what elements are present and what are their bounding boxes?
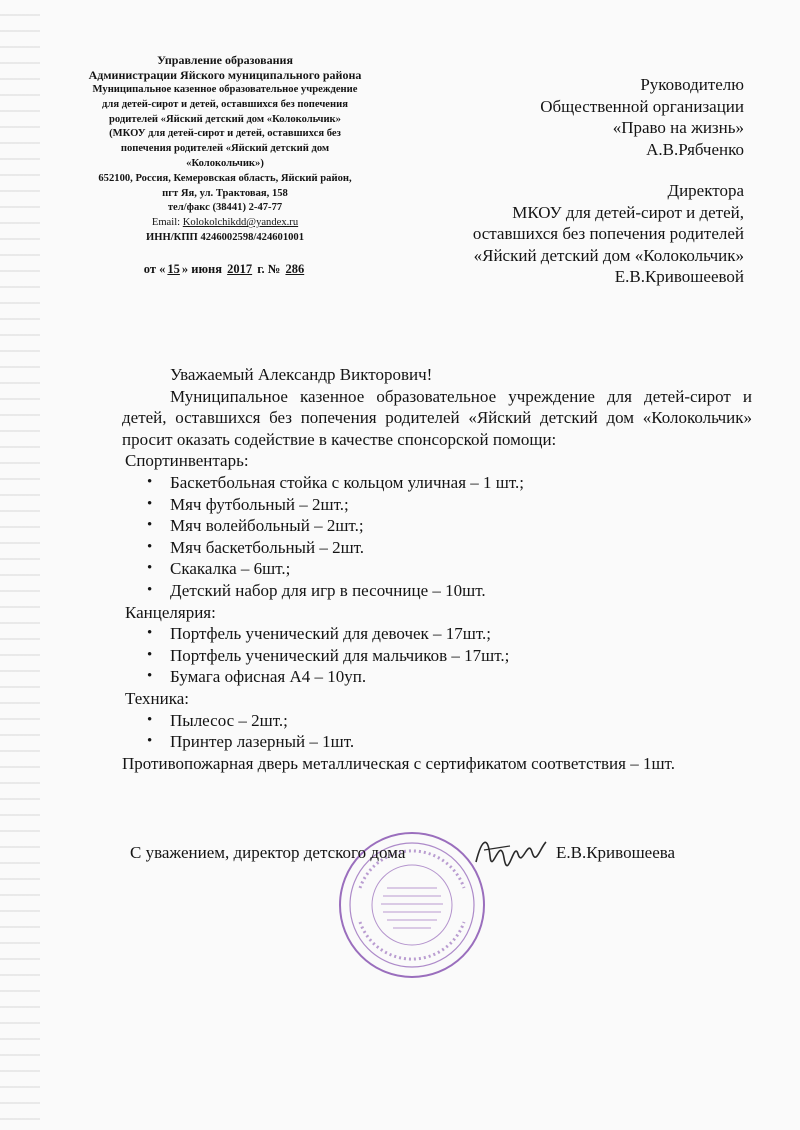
letterhead-email-line: [60, 216, 390, 231]
list-item: • Портфель ученический для девочек – 17шт.;: [142, 623, 752, 645]
list-equipment: [142, 710, 752, 753]
list-stationery: [142, 623, 752, 688]
recipient-2-line-4: «Яйский детский дом «Колокольчик»: [473, 245, 744, 265]
date-day: 15: [167, 261, 180, 276]
letter-body: [122, 364, 752, 774]
recipient-2-line-3: оставшихся без попечения родителей: [472, 224, 744, 243]
letterhead-line-6: (МКОУ для детей-сирот и детей, оставшихся без: [109, 128, 341, 140]
date-no: г. №: [257, 261, 281, 276]
recipient-1-line-4: А.В.Рябченко: [646, 139, 744, 159]
list-item: • Скакалка – 6шт.;: [142, 558, 752, 580]
signatory-name: Е.В.Кривошеева: [556, 843, 676, 862]
list-item: • Принтер лазерный – 1шт.: [142, 731, 752, 753]
fire-door-line: Противопожарная дверь металлическая с сертификатом соответствия – 1шт.: [122, 753, 675, 773]
letterhead-line-2: Администрации Яйского муниципального района: [88, 68, 362, 82]
letterhead-line-5: родителей «Яйский детский дом «Колокольчик»: [109, 113, 341, 125]
recipient-block-1: [540, 74, 744, 160]
scan-edge-noise: [0, 0, 40, 1130]
email-link[interactable]: Kolokolchikdd@yandex.ru: [182, 217, 299, 229]
email-label: Email:: [151, 217, 183, 229]
list-sport: [142, 472, 752, 602]
handwritten-signature: [470, 828, 550, 872]
list-item: • Мяч баскетбольный – 2шт.: [142, 537, 752, 559]
recipient-2-line-5: Е.В.Кривошеевой: [614, 267, 744, 286]
letterhead-line-8: «Колокольчик»): [186, 157, 264, 169]
request-paragraph: Муниципальное казенное образовательное учреждение для детей-сирот и детей, оставшихся без попечения родителей «Яйский детский дом «Колокольчик» просит оказать содействие в качестве спонсорской помощи:: [122, 386, 752, 449]
recipient-1-line-3: «Право на жизнь»: [612, 118, 744, 137]
recipient-block-2: [473, 180, 744, 288]
recipient-1-line-2: Общественной организации: [540, 96, 744, 116]
list-item: • Мяч футбольный – 2шт.;: [142, 494, 752, 516]
signature-text: С уважением, директор детского дома: [130, 843, 406, 862]
list-item: • Бумага офисная А4 – 10уп.: [142, 666, 752, 688]
section-title-sport: Спортинвентарь:: [125, 451, 249, 471]
date-year: 2017: [227, 261, 253, 276]
list-item: • Баскетбольная стойка с кольцом уличная – 1 шт.;: [142, 472, 752, 494]
list-item: • Портфель ученический для мальчиков – 17шт.;: [142, 645, 752, 667]
letterhead-line-9: 652100, Россия, Кемеровская область, Яйский район,: [98, 172, 352, 184]
letterhead-line-3: Муниципальное казенное образовательное учреждение: [92, 84, 358, 95]
list-item: • Мяч волейбольный – 2шт.;: [142, 515, 752, 537]
recipient-1-line-1: Руководителю: [640, 75, 744, 94]
letterhead-line-7: попечения родителей «Яйский детский дом: [120, 143, 330, 155]
letterhead: [60, 53, 390, 277]
document-number: 286: [285, 261, 305, 276]
letterhead-inn: ИНН/КПП 4246002598/424601001: [145, 231, 305, 243]
section-title-equipment: Техника:: [125, 688, 190, 708]
greeting: Уважаемый Александр Викторович!: [170, 365, 433, 384]
date-prefix: от «: [143, 261, 166, 276]
letterhead-line-10: пгт Яя, ул. Трактовая, 158: [162, 187, 288, 199]
date-mid: » июня: [181, 261, 222, 276]
section-title-stationery: Канцелярия:: [125, 602, 216, 622]
recipient-2-line-2: МКОУ для детей-сирот и детей,: [512, 202, 744, 222]
list-item: • Пылесос – 2шт.;: [142, 710, 752, 732]
date-line: [60, 262, 390, 277]
letterhead-line-4: для детей-сирот и детей, оставшихся без попечения: [102, 98, 348, 110]
recipient-2-line-1: Директора: [667, 181, 744, 200]
list-item: • Детский набор для игр в песочнице – 10шт.: [142, 580, 752, 602]
letterhead-line-11: тел/факс (38441) 2-47-77: [167, 202, 283, 214]
letterhead-line-1: Управление образования: [157, 53, 293, 67]
